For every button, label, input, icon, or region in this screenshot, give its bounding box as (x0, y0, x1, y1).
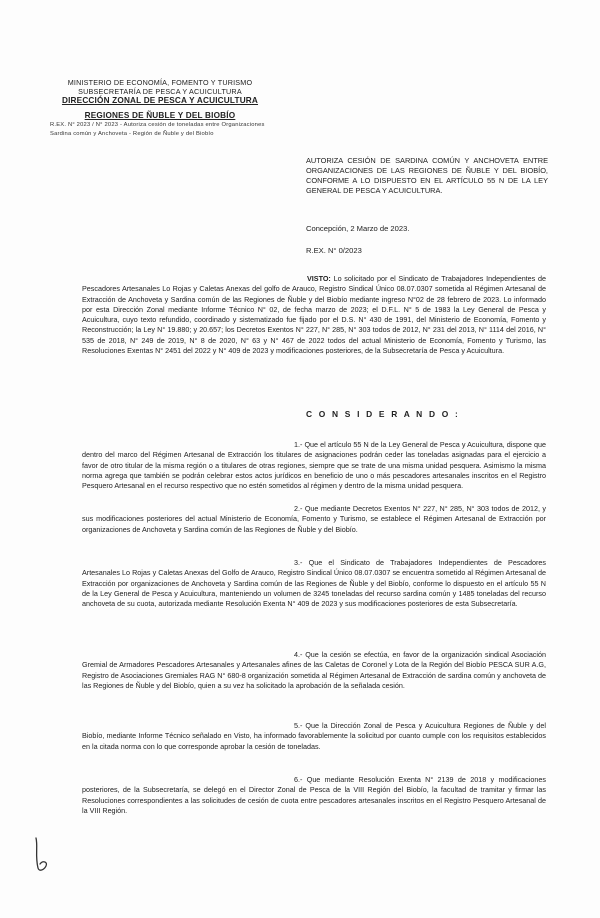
resolution-subject: AUTORIZA CESIÓN DE SARDINA COMÚN Y ANCHOVETA ENTRE ORGANIZACIONES DE LAS REGIONES DE ÑUBLE Y DEL BIOBÍO, CONFORME A LO DISPUESTO EN EL ARTÍCULO 55 N DE LA LEY GENERAL DE PESCA Y ACUICULTURA. (306, 156, 548, 195)
place-date: Concepción, 2 Marzo de 2023. (306, 224, 410, 233)
considerando-heading: C O N S I D E R A N D O : (306, 409, 460, 419)
reference-line: Sardina común y Anchoveta - Región de Ñuble y del Biobío (50, 131, 214, 137)
ministry-name: MINISTERIO DE ECONOMÍA, FOMENTO Y TURISMO (67, 78, 253, 87)
considerando-text: 2.- Que mediante Decretos Exentos N° 227, N° 285, N° 303 todos de 2012, y sus modificaciones posteriores del actual Ministerio de Economía, Fomento y Turismo, se establece el Régimen Artesanal de Extracción por organizaciones de Anchoveta y Sardina común de las Regiones de Ñuble y del Biobío. (82, 504, 546, 534)
handwritten-mark-icon (26, 836, 56, 876)
considerando-1 (82, 440, 546, 491)
considerando-6 (82, 775, 546, 816)
visto-text: Lo solicitado por el Sindicato de Trabajadores Independientes de Pescadores Artesanales Lo Rojas y Caletas Anexas del golfo de Arauco, Registro Sindical Único 08.07.0307 sometida al Régimen Artesanal de Extracción de Anchoveta y Sardina común de las Regiones de Ñuble y del Biobío mediante ingreso N°02 de 28 febrero de 2023. Lo informado por esta Dirección Zonal mediante Informe Técnico N° 02, de fecha marzo de 2023; el D.F.L. N° 5 de 1983 la Ley General de Pesca y Acuicultura, cuyo texto refundido, coordinado y sistematizado fue fijado por el D.S. N° 430 de 1991, del Ministerio de Economía, Fomento y Reconstrucción; la Ley N° 19.880; y 20.657; los Decretos Exentos N° 227, N° 285, N° 303 todos de 2012, N° 231 del 2013, N° 1114 del 2016, N° 535 de 2018, N° 249 de 2019, N° 8 de 2020, N° 63 y N° 467 de 2022 todos del actual Ministerio de Economía, Fomento y Turismo, las Resoluciones Exentas N° 2451 del 2022 y N° 409 de 2023 y modificaciones posteriores, de la Subsecretaría de Pesca y Acuicultura. (82, 274, 546, 356)
considerando-text: 3.- Que el Sindicato de Trabajadores Independientes de Pescadores Artesanales Lo Rojas y Caletas Anexas del Golfo de Arauco, Registro Sindical Único 08.07.0307 se encuentra sometido al Régimen Artesanal de Extracción por organizaciones de Anchoveta y Sardina común de las Regiones de Ñuble y del Biobío, conforme lo dispuesto en el artículo 55 N de la Ley General de Pesca y Acuicultura, manteniendo un volumen de 3245 toneladas del recurso sardina común y 1485 toneladas del recurso anchoveta de su cuota, autorizada mediante Resolución Exenta N° 409 de 2023 y sus modificaciones posteriores de esta Subsecretaría. (82, 558, 546, 609)
considerando-5 (82, 721, 546, 752)
visto-label: VISTO: (307, 274, 331, 283)
considerando-text: 5.- Que la Dirección Zonal de Pesca y Acuicultura Regiones de Ñuble y del Biobío, mediante Informe Técnico señalado en Visto, ha informado favorablemente la solicitud por cuanto cumple con los requisitos establecidos en la citada norma con lo que corresponde aprobar la cesión de toneladas. (82, 721, 546, 751)
considerando-text: 6.- Que mediante Resolución Exenta N° 2139 de 2018 y modificaciones posteriores, de la Subsecretaría, se delegó en el Director Zonal de Pesca de la VIII Región del Biobío, la facultad de tramitar y firmar las Resoluciones correspondientes a las solicitudes de cesión de cuota entre pescadores artesanales inscritos en el Registro Pesquero Artesanal de la VIII Región. (82, 775, 546, 815)
regiones-name: REGIONES DE ÑUBLE Y DEL BIOBÍO (84, 111, 236, 120)
considerando-text: 4.- Que la cesión se efectúa, en favor de la organización sindical Asociación Gremial de Armadores Pescadores Artesanales y Artesanales afines de las Caletas de Coronel y Lota de la Región del Biobío PESCA SUR A.G, Registro de Asociaciones Gremiales RAG N° 680-8 organización sometida al Régimen Artesanal de Extracción de sardina común y anchoveta de las Regiones de Ñuble y del Biobío, quien a su vez ha solicitado la aprobación de la señalada cesión. (82, 650, 546, 690)
considerando-2 (82, 504, 546, 535)
direccion-zonal-name: DIRECCIÓN ZONAL DE PESCA Y ACUICULTURA (61, 96, 259, 105)
considerando-4 (82, 650, 546, 691)
letterhead (50, 78, 310, 138)
considerando-3 (82, 558, 546, 609)
considerando-text: 1.- Que el artículo 55 N de la Ley General de Pesca y Acuicultura, dispone que dentro del marco del Régimen Artesanal de Extracción los titulares de asignaciones podrán ceder las toneladas asignadas para el ejercicio a favor de otro titular de la misma región o a titulares de otras regiones, siempre que se trate de una misma unidad pesquera. Asimismo la misma norma agrega que también se podrán celebrar estos actos jurídicos en beneficio de uno o más pescadores artesanales inscritos en el Registro Pesquero Artesanal en el recurso respectivo que no estén sometidos al régimen y dentro de la misma unidad pesquera. (82, 440, 546, 491)
reference-line: R.EX. N° 2023 / N° 2023 - Autoriza cesión de toneladas entre Organizaciones (50, 122, 265, 128)
subsecretaria-name: SUBSECRETARÍA DE PESCA Y ACUICULTURA (78, 87, 242, 96)
resolution-number: R.EX. N° 0/2023 (306, 246, 362, 255)
visto-paragraph (82, 274, 546, 356)
